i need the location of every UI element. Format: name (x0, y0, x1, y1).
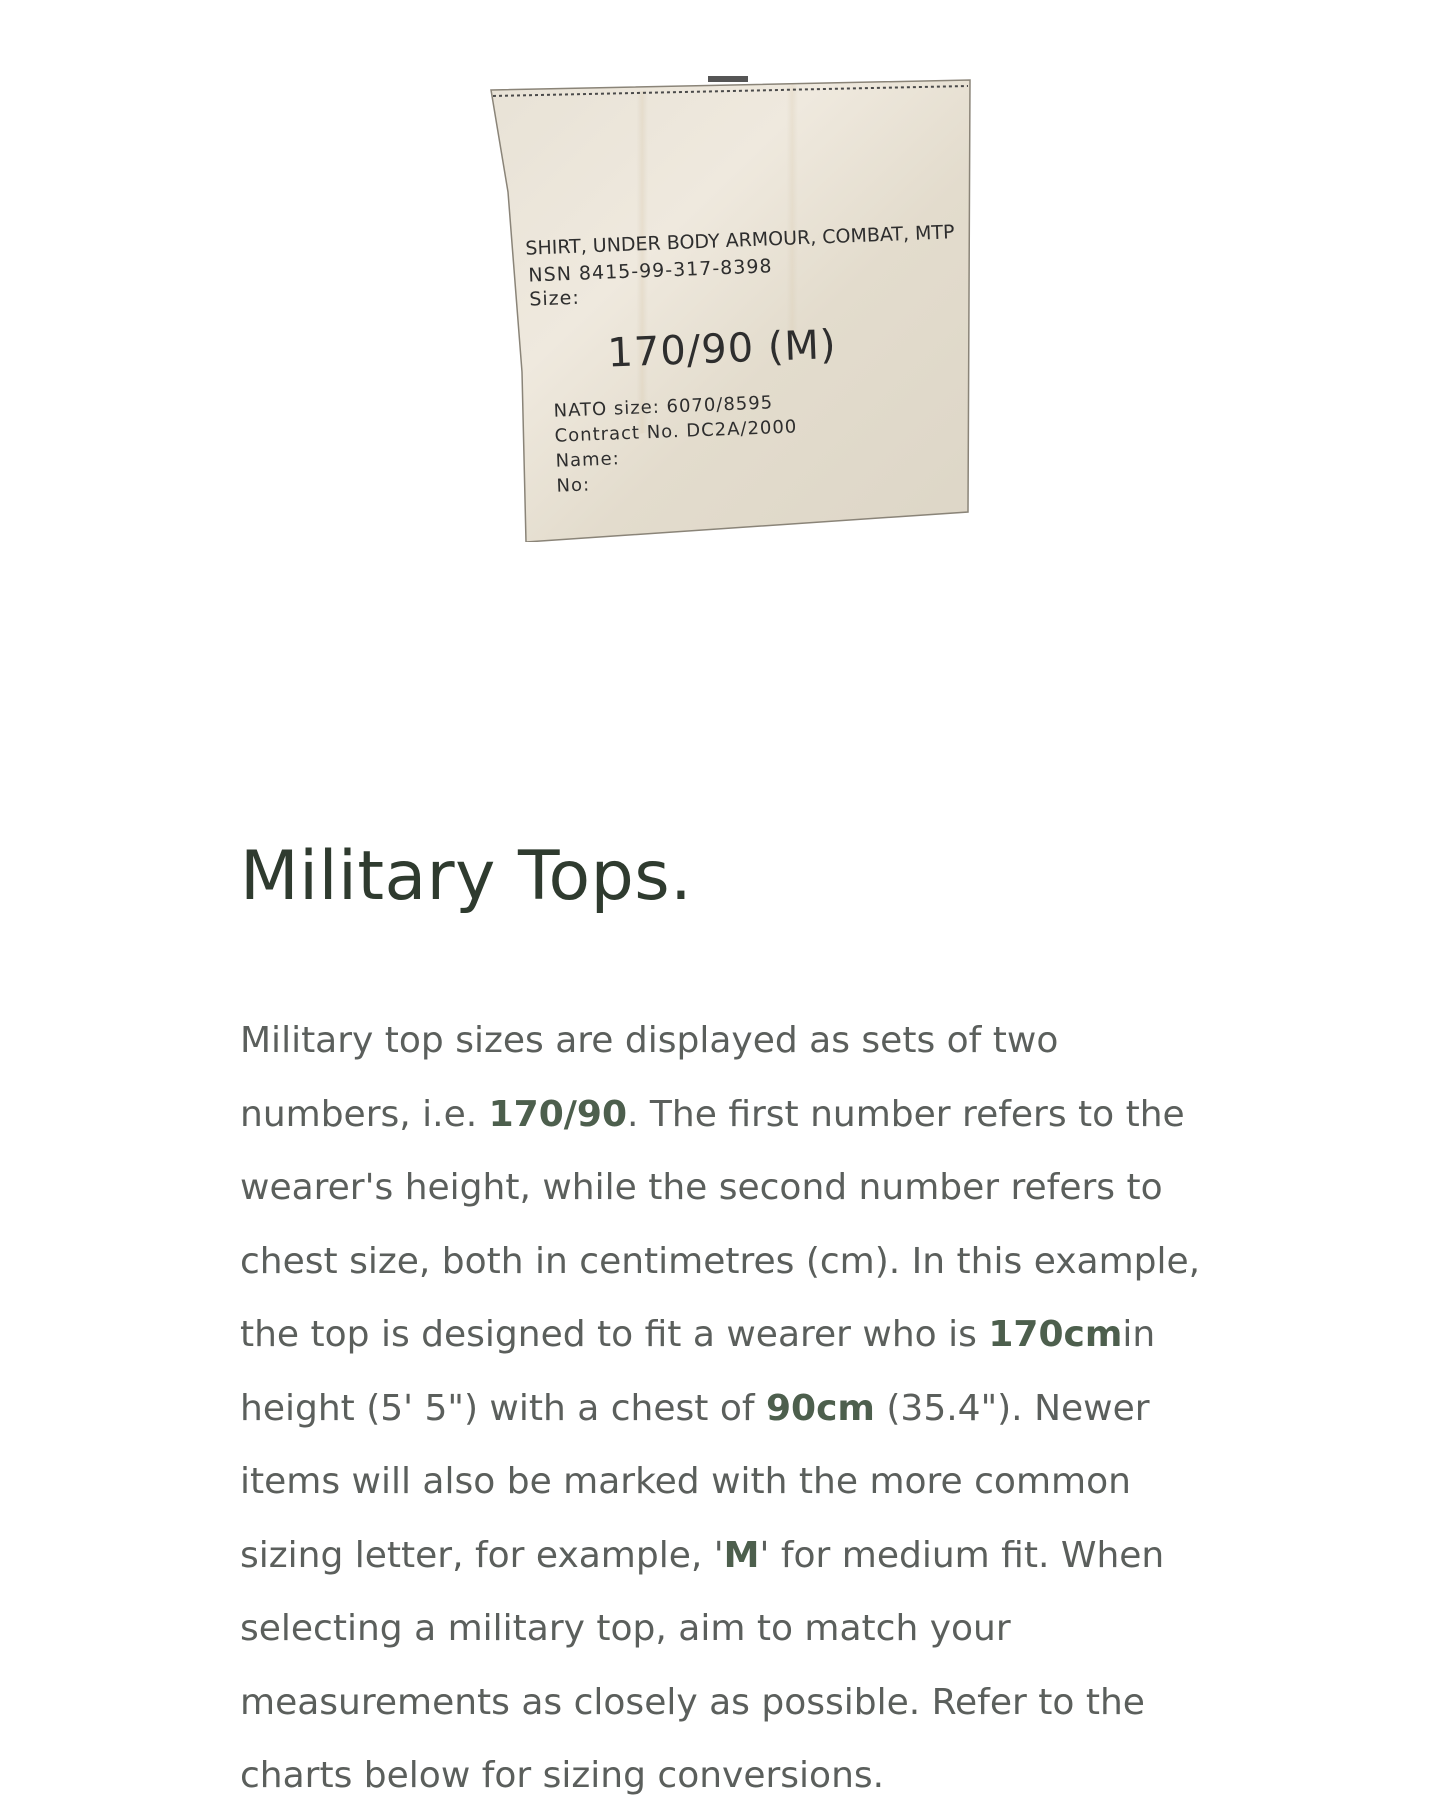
body-line: sizing letter, for example, 'M' for medium fit. When (240, 1534, 1165, 1576)
body-line: items will also be marked with the more common (240, 1461, 1131, 1502)
label-size-value: 170/90 (M) (606, 321, 838, 377)
section-body (240, 1004, 1220, 1813)
size-letter-highlight: M (723, 1534, 760, 1576)
height-highlight: 170cm (988, 1314, 1123, 1355)
body-line: wearer's height, while the second number refers to (240, 1167, 1163, 1208)
body-line: measurements as closely as possible. Refer to the (240, 1681, 1145, 1723)
fabric-label (491, 80, 970, 542)
size-label-photo (488, 72, 972, 542)
label-line-1: SHIRT, UNDER BODY ARMOUR, COMBAT, MTP (524, 221, 955, 260)
section-title: Military Tops. (240, 837, 693, 916)
body-line: height (5' 5") with a chest of 90cm (35.4"). Newer (240, 1387, 1150, 1429)
label-line-6: Contract No. DC2A/2000 (554, 416, 798, 447)
label-line-3: Size: (528, 286, 581, 311)
body-line: the top is designed to fit a wearer who is 170cmin (240, 1314, 1156, 1355)
body-line: chest size, both in centimetres (cm). In this example, (240, 1240, 1201, 1282)
size-example-highlight: 170/90 (488, 1093, 628, 1135)
body-line: numbers, i.e. 170/90. The first number refers to the (240, 1093, 1185, 1135)
size-label-image (488, 72, 972, 542)
label-line-8: No: (556, 474, 591, 497)
label-line-2: NSN 8415-99-317-8398 (528, 255, 773, 287)
body-line: selecting a military top, aim to match your (240, 1608, 1011, 1649)
label-line-5: NATO size: 6070/8595 (553, 392, 774, 422)
chest-highlight: 90cm (765, 1387, 875, 1429)
body-line: Military top sizes are displayed as sets of two (240, 1020, 1059, 1061)
body-line: charts below for sizing conversions. (240, 1755, 885, 1796)
tag-clip (708, 76, 748, 82)
label-line-7: Name: (555, 448, 621, 472)
